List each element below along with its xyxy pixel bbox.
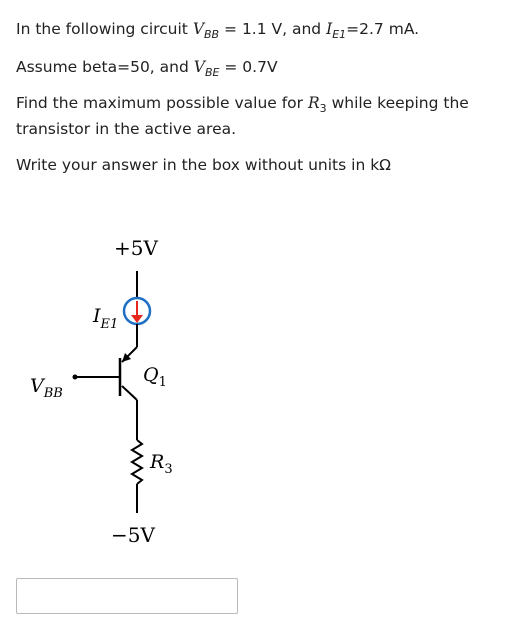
- line1-prefix: In the following circuit: [16, 20, 193, 38]
- base-source-node: [73, 375, 78, 380]
- vbe-subscript: BE: [204, 66, 220, 79]
- supply-top-label: +5V: [114, 236, 158, 260]
- vbe-symbol: V: [193, 58, 205, 76]
- supply-bottom-label: −5V: [111, 523, 155, 547]
- resistor-label: $R_3$: [150, 451, 173, 477]
- answer-input[interactable]: [16, 578, 238, 614]
- transistor-label: $Q_1$: [143, 364, 167, 390]
- line2-prefix: Assume beta=50, and: [16, 58, 194, 76]
- resistor-icon: [132, 440, 142, 484]
- r3-subscript: 3: [319, 102, 327, 115]
- vbe-value: = 0.7V: [219, 58, 278, 76]
- circuit-diagram: [0, 200, 517, 600]
- line3-start: Find the maximum possible value for: [16, 94, 308, 112]
- vbb-subscript: BB: [204, 28, 220, 41]
- collector-lead: [122, 386, 137, 400]
- vbb-value: = 1.1 V, and: [219, 20, 327, 38]
- vbb-symbol: V: [192, 20, 205, 38]
- base-source-label: $V_{BB}$: [30, 375, 63, 401]
- question-line-2: [16, 55, 278, 81]
- question-line-3: [16, 91, 469, 117]
- question-line-5: Write your answer in the box without units in kΩ: [16, 156, 392, 174]
- r3-symbol: R: [307, 94, 320, 112]
- question-line-4: transistor in the active area.: [16, 120, 237, 138]
- line3-end: while keeping the: [326, 94, 469, 112]
- ie1-value: =2.7 mA.: [346, 20, 420, 38]
- ie1-subscript: E1: [332, 28, 347, 41]
- question-line-1: [16, 17, 419, 43]
- current-source-label: $I_{E1}$: [93, 305, 119, 332]
- ie1-symbol: I: [326, 20, 333, 38]
